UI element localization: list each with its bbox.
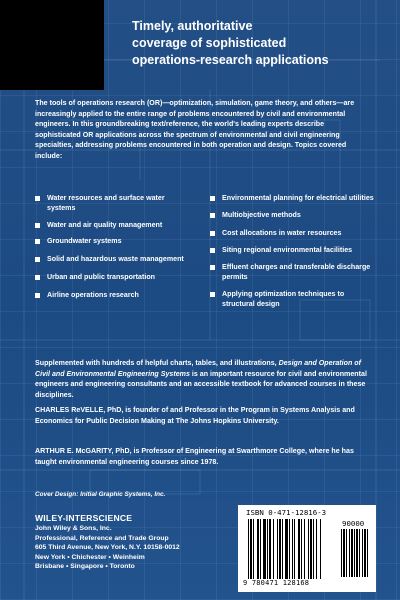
ean-digits: 9 780471 128168	[243, 579, 310, 587]
topic-item: Airline operations research	[35, 291, 185, 301]
barcode-bar	[273, 519, 274, 579]
publisher-cities: Brisbane • Singapore • Toronto	[35, 563, 135, 571]
addon-bar	[341, 529, 342, 577]
square-bullet-icon	[35, 275, 40, 280]
black-corner-panel	[0, 0, 104, 90]
barcode-bar	[260, 519, 261, 579]
intro-paragraph: The tools of operations research (OR)—optimization, simulation, game theory, and others—are increasingly applied to the entire range of problems encountered by civil and environmental engineers. In this groundbreaking text/reference, the world's leading experts describe sophisticated OR applications across the spectrum of environmental and civil engineering specialties, addressing problems encountered in both operation and design. Topics covered include:	[35, 99, 355, 160]
book-title-italic: Design and Operation of Civil and Environmental Engineering Systems	[35, 359, 361, 378]
barcode-bar	[279, 519, 281, 579]
barcode-bar	[263, 519, 266, 579]
addon-bar	[359, 529, 360, 577]
author-name: ARTHUR E. McGARITY	[35, 447, 112, 455]
topic-item: Water and air quality management	[35, 221, 185, 231]
barcode-bar	[301, 519, 302, 579]
barcode-bar	[316, 519, 317, 579]
barcode-bar	[277, 519, 278, 579]
barcode-bar	[294, 519, 295, 579]
square-bullet-icon	[35, 223, 40, 228]
addon-bar	[346, 529, 347, 577]
square-bullet-icon	[35, 196, 40, 201]
author-name: CHARLES ReVELLE	[35, 406, 104, 414]
addon-bar	[349, 529, 350, 577]
publisher-line: Professional, Reference and Trade Group	[35, 534, 169, 542]
square-bullet-icon	[210, 292, 215, 297]
square-bullet-icon	[210, 248, 215, 253]
isbn-number: ISBN 0-471-12816-3	[246, 508, 327, 517]
barcode-bar	[253, 519, 254, 579]
addon-bar	[364, 529, 366, 577]
topic-item: Multiobjective methods	[210, 211, 375, 221]
barcode-bar	[269, 519, 271, 579]
price-addon-code: 90000	[342, 519, 365, 528]
topic-item: Urban and public transportation	[35, 273, 185, 283]
barcode-bar	[320, 519, 321, 579]
addon-bar	[354, 529, 355, 577]
publisher-cities: New York • Chichester • Weinheim	[35, 553, 145, 561]
square-bullet-icon	[35, 293, 40, 298]
square-bullet-icon	[210, 231, 215, 236]
author-bio-text: , PhD, is founder of and Professor in the Program in Systems Analysis and Economics for Public Decision Making at The Johns Hopkins University.	[35, 406, 355, 425]
topic-item: Effluent charges and transferable discharge permits	[210, 263, 375, 283]
topic-item: Siting regional environmental facilities	[210, 246, 375, 256]
topic-item: Groundwater systems	[35, 237, 185, 247]
cover-design-credit: Cover Design: Initial Graphic Systems, Inc.	[35, 491, 166, 498]
addon-bar	[367, 529, 368, 577]
addon-bar	[362, 529, 363, 577]
square-bullet-icon	[210, 213, 215, 218]
addon-bar	[351, 529, 353, 577]
barcode-bar	[248, 519, 249, 579]
addon-bar	[356, 529, 358, 577]
barcode-panel	[238, 505, 376, 592]
barcode-bar	[285, 519, 288, 579]
author-bio-mcgarity	[35, 446, 367, 467]
barcode-bar	[298, 519, 300, 579]
barcode-bar	[267, 519, 268, 579]
barcode-bar	[313, 519, 314, 579]
topics-right-column	[210, 194, 375, 317]
barcode-bar	[308, 519, 309, 579]
headline-line-3: operations-research applications	[132, 53, 329, 67]
topic-item: Environmental planning for electrical utilities	[210, 194, 375, 204]
barcode-bar	[289, 519, 290, 579]
publisher-line: John Wiley & Sons, Inc.	[35, 525, 112, 532]
headline	[132, 18, 372, 69]
barcode-bar	[282, 519, 283, 579]
topic-item: Solid and hazardous waste management	[35, 255, 185, 265]
supplement-text-after: is an important resource for civil and environmental engineers and engineering consultants and an accessible textbook for advanced courses in these disciplines.	[35, 369, 367, 399]
publisher-brand: WILEY-INTERSCIENCE	[35, 513, 133, 523]
barcode-bar	[310, 519, 312, 579]
headline-line-2: coverage of sophisticated	[132, 36, 287, 50]
topics-list	[35, 194, 375, 317]
supplement-paragraph	[35, 358, 367, 400]
author-bio-text: , PhD, is Professor of Engineering at Swarthmore College, where he has taught environmental engineering courses since 1978.	[35, 447, 354, 466]
square-bullet-icon	[210, 265, 215, 270]
supplement-text-before: Supplemented with hundreds of helpful charts, tables, and illustrations,	[35, 359, 279, 367]
topic-item: Cost allocations in water resources	[210, 229, 375, 239]
headline-line-1: Timely, authoritative	[132, 19, 253, 33]
addon-bar	[343, 529, 345, 577]
square-bullet-icon	[35, 239, 40, 244]
author-bio-revelle	[35, 405, 367, 426]
topic-item: Water resources and surface water systems	[35, 194, 185, 214]
barcode-bar	[250, 519, 252, 579]
barcode-bar	[304, 519, 305, 579]
barcode-bar	[257, 519, 259, 579]
barcode-bar	[292, 519, 293, 579]
square-bullet-icon	[210, 196, 215, 201]
topics-left-column	[35, 194, 185, 317]
publisher-block	[35, 513, 235, 572]
square-bullet-icon	[35, 257, 40, 262]
topic-item: Applying optimization techniques to structural design	[210, 290, 375, 310]
publisher-address: 605 Third Avenue, New York, N.Y. 10158-0012	[35, 544, 180, 552]
